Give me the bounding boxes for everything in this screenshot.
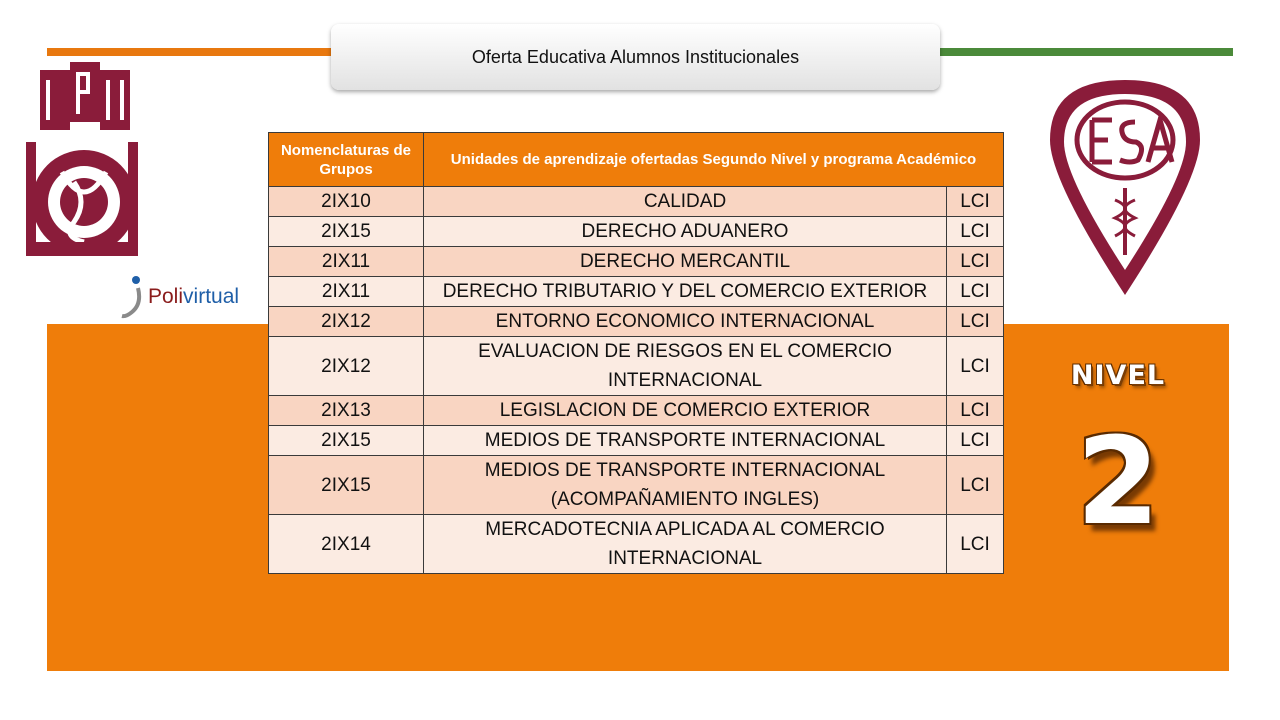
- table-row: [269, 456, 1004, 515]
- header-unidades: Unidades de aprendizaje ofertadas Segundo Nivel y programa Académico: [424, 133, 1004, 187]
- unit-cell: DERECHO TRIBUTARIO Y DEL COMERCIO EXTERIOR: [424, 277, 947, 307]
- table-row: [269, 277, 1004, 307]
- header-nomenclaturas: Nomenclaturas de Grupos: [269, 133, 424, 187]
- program-cell: LCI: [947, 515, 1004, 574]
- nivel-number: 2: [1076, 413, 1160, 552]
- oferta-table: [268, 132, 1004, 574]
- title-banner: [331, 24, 940, 90]
- group-cell: 2IX14: [269, 515, 424, 574]
- program-cell: LCI: [947, 247, 1004, 277]
- program-cell: LCI: [947, 396, 1004, 426]
- table-row: [269, 307, 1004, 337]
- page-title: Oferta Educativa Alumnos Institucionales: [471, 46, 800, 67]
- table-row: [269, 396, 1004, 426]
- group-cell: 2IX15: [269, 456, 424, 515]
- table-row: [269, 337, 1004, 396]
- program-cell: LCI: [947, 217, 1004, 247]
- table-row: [269, 515, 1004, 574]
- group-cell: 2IX15: [269, 426, 424, 456]
- table-row: [269, 426, 1004, 456]
- unit-cell: MEDIOS DE TRANSPORTE INTERNACIONAL: [424, 426, 947, 456]
- unit-cell: DERECHO ADUANERO: [424, 217, 947, 247]
- table-row: [269, 247, 1004, 277]
- polivirtual-logo: [118, 272, 268, 322]
- nivel-label: NIVEL: [1070, 360, 1166, 391]
- group-cell: 2IX11: [269, 247, 424, 277]
- group-cell: 2IX10: [269, 187, 424, 217]
- polivirtual-text-poli: Poli: [148, 285, 184, 308]
- group-cell: 2IX12: [269, 337, 424, 396]
- table-header-row: [269, 133, 1004, 187]
- unit-cell: DERECHO MERCANTIL: [424, 247, 947, 277]
- polivirtual-swoosh-icon: [118, 274, 148, 320]
- green-accent-bar: [940, 48, 1233, 56]
- unit-cell: MERCADOTECNIA APLICADA AL COMERCIO INTERNACIONAL: [424, 515, 947, 574]
- program-cell: LCI: [947, 187, 1004, 217]
- unit-cell: EVALUACION DE RIESGOS EN EL COMERCIO INTERNACIONAL: [424, 337, 947, 396]
- unit-cell: MEDIOS DE TRANSPORTE INTERNACIONAL (ACOMPAÑAMIENTO INGLES): [424, 456, 947, 515]
- group-cell: 2IX11: [269, 277, 424, 307]
- unit-cell: CALIDAD: [424, 187, 947, 217]
- program-cell: LCI: [947, 277, 1004, 307]
- program-cell: LCI: [947, 337, 1004, 396]
- group-cell: 2IX15: [269, 217, 424, 247]
- program-cell: LCI: [947, 456, 1004, 515]
- group-cell: 2IX12: [269, 307, 424, 337]
- table-row: [269, 217, 1004, 247]
- unit-cell: ENTORNO ECONOMICO INTERNACIONAL: [424, 307, 947, 337]
- group-cell: 2IX13: [269, 396, 424, 426]
- esca-logo-icon: [1040, 70, 1210, 300]
- program-cell: LCI: [947, 307, 1004, 337]
- polivirtual-text-virtual: virtual: [183, 285, 240, 308]
- program-cell: LCI: [947, 426, 1004, 456]
- ipn-logo-icon: [22, 62, 142, 272]
- table-row: [269, 187, 1004, 217]
- unit-cell: LEGISLACION DE COMERCIO EXTERIOR: [424, 396, 947, 426]
- orange-accent-bar: [47, 48, 337, 56]
